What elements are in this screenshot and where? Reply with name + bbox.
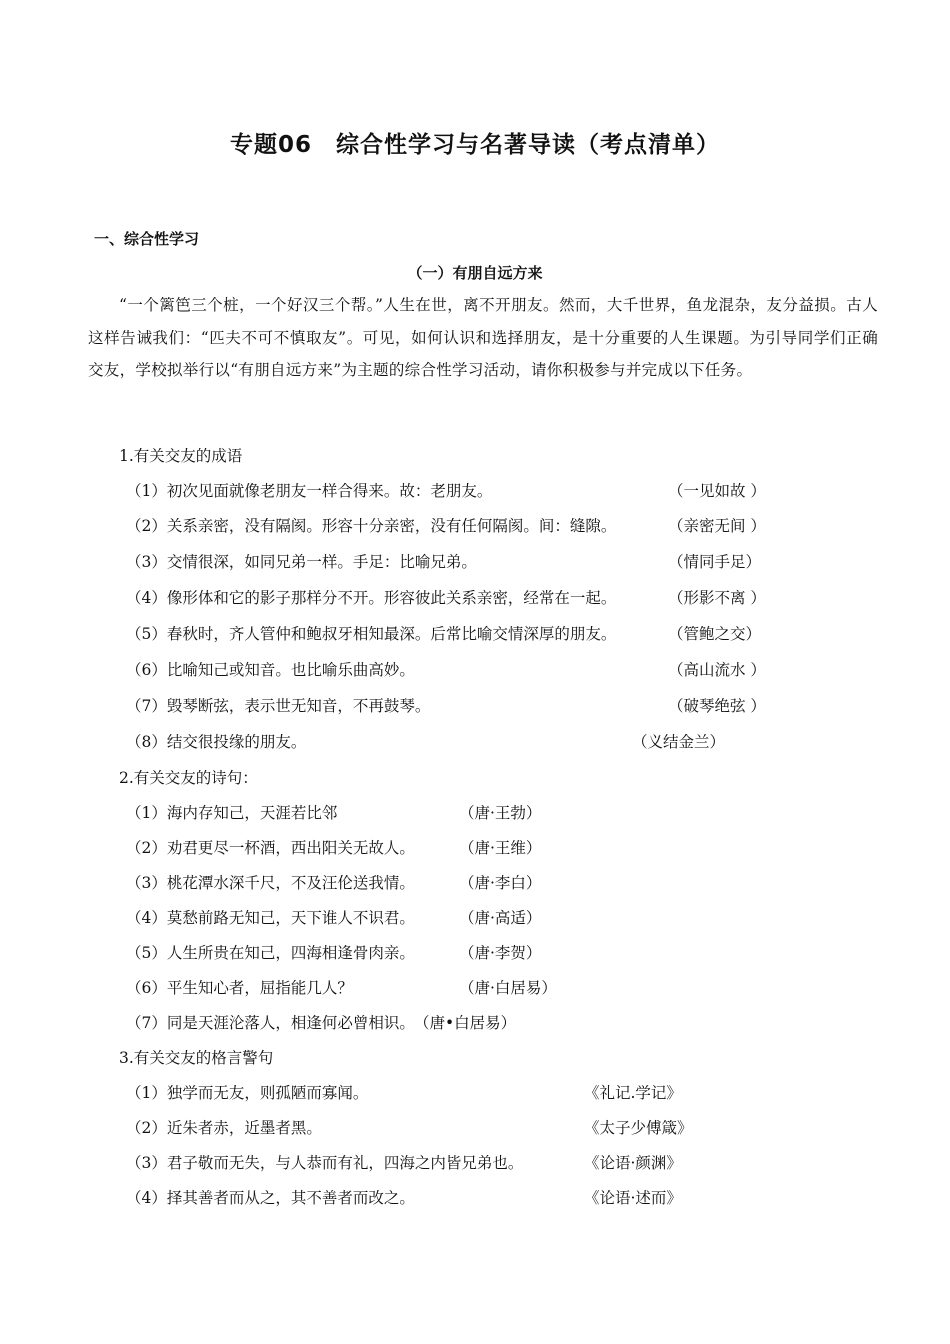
poem-line: （2）劝君更尽一杯酒，西出阳关无故人。 (126, 839, 415, 857)
idiom-answer: （高山流水 ） (668, 661, 766, 679)
idiom-text: （4）像形体和它的影子那样分不开。形容彼此关系亲密，经常在一起。 (126, 589, 617, 607)
idiom-text: （5）春秋时，齐人管仲和鲍叔牙相知最深。后常比喻交情深厚的朋友。 (126, 625, 617, 643)
poem-source: （唐·李贺） (459, 944, 542, 962)
idiom-text: （2）关系亲密，没有隔阂。形容十分亲密，没有任何隔阂。间：缝隙。 (126, 517, 617, 535)
idiom-answer: （情同手足） (668, 553, 762, 571)
maxim-text: （2）近朱者赤，近墨者黑。 (126, 1119, 322, 1137)
idiom-answer: （破琴绝弦 ） (668, 697, 766, 715)
poem-source: （唐·王维） (459, 839, 542, 857)
poem-line: （4）莫愁前路无知己，天下谁人不识君。 (126, 909, 415, 927)
poem-source: （唐•白居易） (414, 1014, 517, 1032)
section-heading: 一、综合性学习 (94, 230, 200, 248)
intro-paragraph: “一个篱笆三个桩，一个好汉三个帮。”人生在世，离不开朋友。然而，大千世界，鱼龙混杂，友分益损。古人这样告诫我们：“匹夫不可不慎取友”。可见，如何认识和选择朋友，是十分重要的人生课题。为引导同学们正确交友，学校拟举行以“有朋自远方来”为主题的综合性学习活动，请你积极参与并完成以下任务。 (88, 296, 878, 379)
idiom-text: （3）交情很深，如同兄弟一样。手足：比喻兄弟。 (126, 553, 477, 571)
idiom-answer: （义结金兰） (632, 733, 726, 751)
subsection-heading: （一）有朋自远方来 (407, 264, 543, 282)
idiom-answer: （管鲍之交） (668, 625, 762, 643)
maxim-text: （3）君子敬而无失，与人恭而有礼，四海之内皆兄弟也。 (126, 1154, 524, 1172)
poem-source: （唐·高适） (459, 909, 542, 927)
poem-source: （唐·白居易） (459, 979, 557, 997)
poem-line: （5）人生所贵在知己，四海相逢骨肉亲。 (126, 944, 415, 962)
idiom-answer: （亲密无间 ） (668, 517, 766, 535)
maxim-text: （1）独学而无友，则孤陋而寡闻。 (126, 1084, 369, 1102)
maxim-source: 《礼记.学记》 (584, 1084, 682, 1102)
maxim-source: 《论语·述而》 (584, 1189, 682, 1207)
maxim-source: 《论语·颜渊》 (584, 1154, 682, 1172)
maxim-source: 《太子少傅箴》 (584, 1119, 693, 1137)
idiom-answer: （一见如故 ） (668, 482, 766, 500)
idiom-text: （1）初次见面就像老朋友一样合得来。故：老朋友。 (126, 482, 493, 500)
idiom-text: （8）结交很投缘的朋友。 (126, 733, 307, 751)
poem-line: （1）海内存知己，天涯若比邻 (126, 804, 338, 822)
maxim-text: （4）择其善者而从之，其不善者而改之。 (126, 1189, 415, 1207)
poem-source: （唐·李白） (459, 874, 542, 892)
poem-line: （7）同是天涯沦落人，相逢何必曾相识。 (126, 1014, 415, 1032)
idioms-label: 1.有关交友的成语 (119, 447, 243, 465)
idiom-answer: （形影不离 ） (668, 589, 766, 607)
poem-source: （唐·王勃） (459, 804, 542, 822)
page-title: 专题06 综合性学习与名著导读（考点清单） (229, 132, 720, 158)
idiom-text: （7）毁琴断弦，表示世无知音，不再鼓琴。 (126, 697, 431, 715)
poem-line: （3）桃花潭水深千尺，不及汪伦送我情。 (126, 874, 415, 892)
poem-line: （6）平生知心者，屈指能几人？ (126, 979, 353, 997)
idiom-text: （6）比喻知己或知音。也比喻乐曲高妙。 (126, 661, 415, 679)
poems-label: 2.有关交友的诗句： (119, 769, 258, 787)
maxims-label: 3.有关交友的格言警句 (119, 1049, 274, 1067)
